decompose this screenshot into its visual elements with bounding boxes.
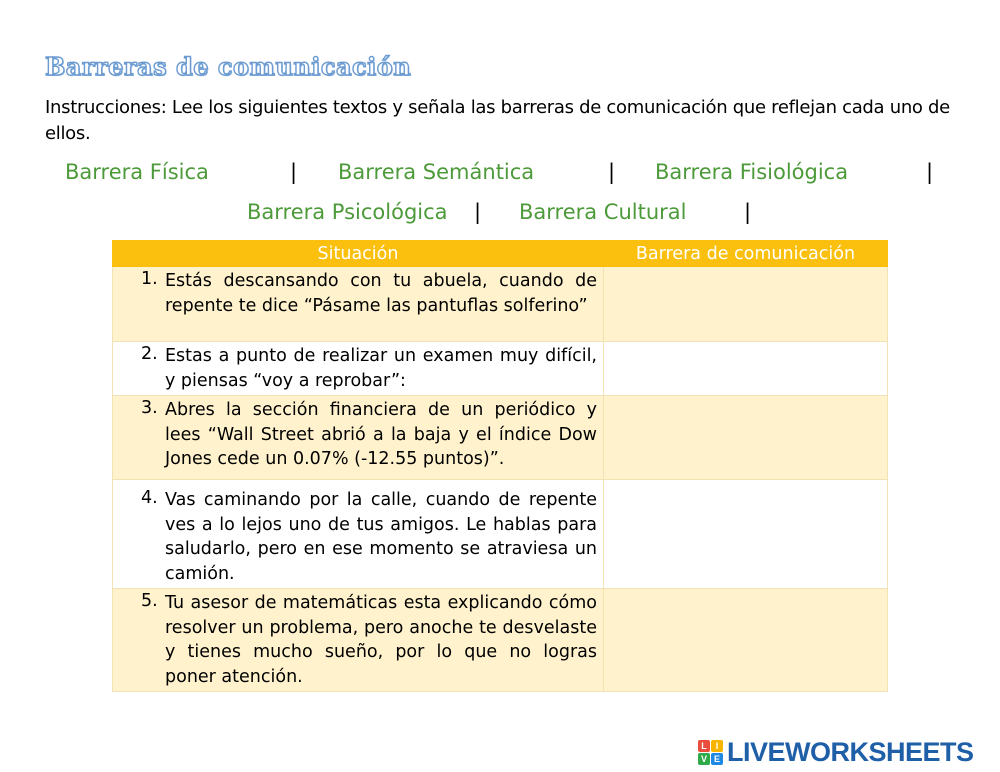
option-separator: | — [744, 200, 752, 224]
situation-text: Estás descansando con tu abuela, cuando de repente te dice “Pásame las pantuflas solferino” — [165, 271, 597, 316]
situation-text: Abres la sección financiera de un periódico y lees “Wall Street abrió a la baja y el índice Dow Jones cede un 0.07% (-12.55 puntos)”. — [165, 400, 597, 469]
answer-field[interactable] — [604, 342, 888, 396]
answer-field[interactable] — [604, 267, 888, 342]
badge-letter: I — [711, 740, 723, 752]
table-row — [113, 267, 888, 342]
instructions-text: Instrucciones: Lee los siguientes textos y señala las barreras de comunicación que reflejan cada uno de ellos. — [45, 97, 950, 144]
header-situacion: Situación — [113, 241, 604, 267]
answer-field[interactable] — [604, 480, 888, 589]
answer-field[interactable] — [604, 396, 888, 480]
table-row — [113, 342, 888, 396]
option-separator: | — [608, 160, 616, 184]
header-barrera: Barrera de comunicación — [604, 241, 888, 267]
situations-table — [112, 240, 888, 692]
table-row — [113, 396, 888, 480]
option-barrera-fisiologica: Barrera Fisiológica — [655, 160, 849, 184]
situation-text: Vas caminando por la calle, cuando de repente ves a lo lejos uno de tus amigos. Le hablas para saludarlo, pero en ese momento se atraviesa un camión. — [165, 490, 597, 584]
badge-letter: E — [711, 753, 723, 765]
table-row — [113, 480, 888, 589]
liveworksheets-logo-text: LIVEWORKSHEETS — [727, 736, 974, 767]
option-separator: | — [290, 160, 298, 184]
liveworksheets-badge-icon — [698, 740, 723, 765]
page-title: Barreras de comunicación — [45, 52, 412, 81]
situation-cell — [113, 396, 604, 480]
option-separator: | — [926, 160, 934, 184]
situation-text: Tu asesor de matemáticas esta explicando cómo resolver un problema, pero anoche te desvelaste y tienes mucho sueño, por lo que no logras poner atención. — [165, 593, 597, 687]
situation-number: 1. — [141, 269, 158, 289]
barrier-options-row-1 — [0, 160, 1000, 190]
option-barrera-cultural: Barrera Cultural — [519, 200, 687, 224]
table-row — [113, 589, 888, 692]
option-barrera-semantica: Barrera Semántica — [338, 160, 535, 184]
answer-field[interactable] — [604, 589, 888, 692]
badge-letter: L — [698, 740, 710, 752]
situation-text: Estas a punto de realizar un examen muy difícil, y piensas “voy a reprobar”: — [165, 346, 597, 391]
liveworksheets-logo — [698, 737, 974, 767]
option-separator: | — [474, 200, 482, 224]
situation-cell — [113, 267, 604, 342]
situation-number: 5. — [141, 591, 158, 611]
situation-cell — [113, 480, 604, 589]
situation-number: 3. — [141, 398, 158, 418]
barrier-options-row-2 — [0, 200, 1000, 230]
situation-number: 2. — [141, 344, 158, 364]
badge-letter: V — [698, 753, 710, 765]
table-header-row — [113, 241, 888, 267]
situation-cell — [113, 589, 604, 692]
option-barrera-psicologica: Barrera Psicológica — [247, 200, 448, 224]
option-barrera-fisica: Barrera Física — [65, 160, 209, 184]
situation-number: 4. — [141, 488, 158, 508]
situation-cell — [113, 342, 604, 396]
